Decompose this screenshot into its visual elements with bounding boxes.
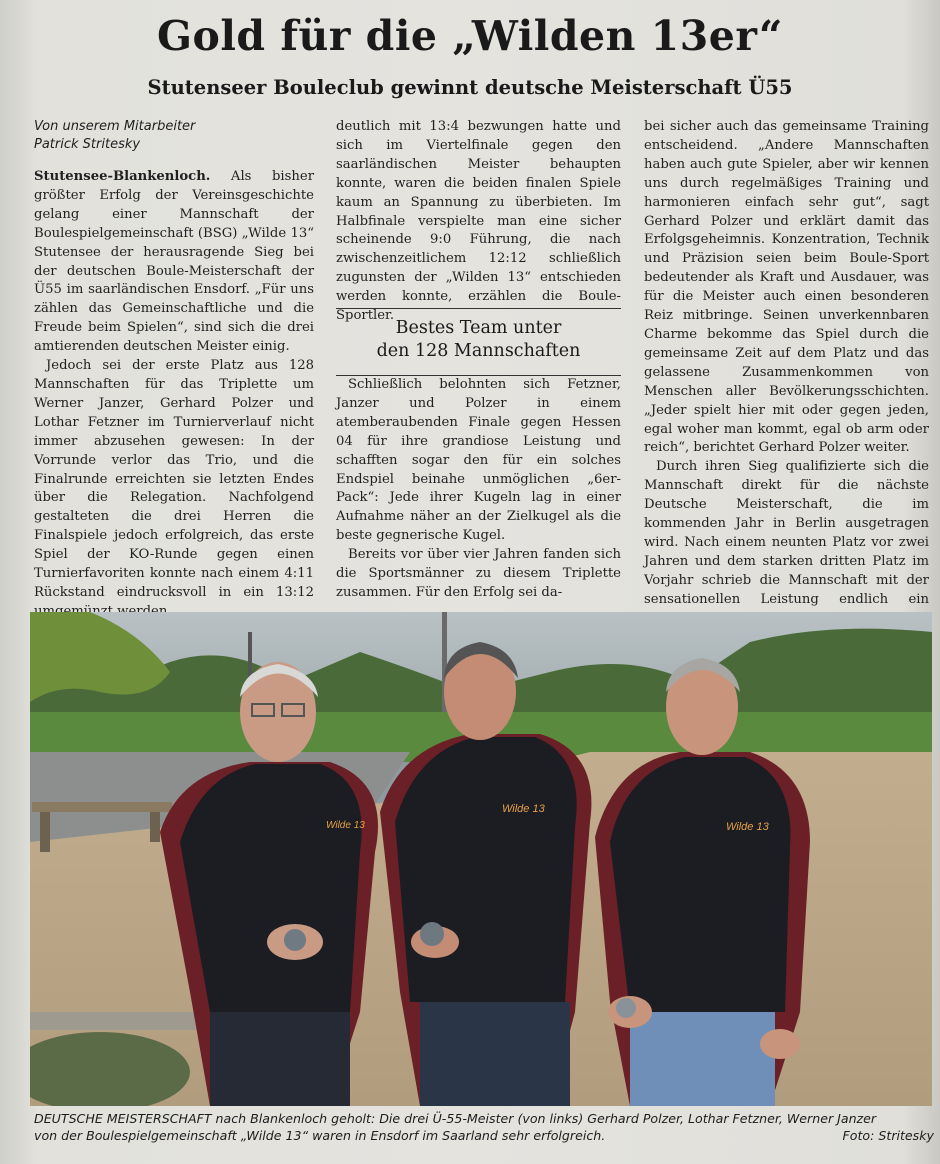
subheadline: Stutenseer Bouleclub gewinnt deutsche Meisterschaft Ü55 — [147, 76, 793, 99]
paragraph: bei sicher auch das gemeinsame Training entscheidend. „Andere Mannschaften haben auch gute Spieler, aber wir kennen uns durch regelmäßiges Training und harmonieren einfach sehr gut“, sagt Gerhard Polzer und erklärt damit das Erfolgsgeheimnis. Konzentration, Technik und Präzision seien beim Boule-Sport bedeutender als Kraft und Ausdauer, was für die Meister auch einen besonderen Reiz mitbringe. Seinen unverkennbaren Charme bekomme das Spiel durch die gemeinsame Zeit auf dem Platz und das gelassene Zusammenkommen von Menschen aller Bevölkerungsschichten. „Jeder spielt hier mit oder gegen jeden, egal woher man kommt, egal ob arm oder reich“, berichtet Gerhard Polzer weiter. — [644, 119, 929, 456]
paragraph: Jedoch sei der erste Platz aus 128 Mannschaften für das Triplette um Werner Janzer, Gerhard Polzer und Lothar Fetzner im Turnierverlauf nicht immer abzusehen gewesen: In der Vorrunde verlor das Trio, und die Finalrunde erreichten sie letzten Endes über die Relegation. Nachfolgend gestalteten die drei Herren die Finalspiele jedoch erfolgreich, das erste Spiel der KO-Runde gegen einen Turnierfavoriten konnte nach einem 4:11 Rückstand eindrucksvoll in ein 13:12 — [34, 358, 314, 600]
dateline: Stutensee-Blankenloch. — [34, 169, 211, 184]
photo-credit: Foto: Stritesky — [842, 1128, 934, 1143]
team-photo — [30, 612, 932, 1106]
vest-logo: Wilde 13 — [326, 820, 365, 831]
article-column-2-lower — [336, 376, 621, 603]
intertitle-line: den 128 Mannschaften — [376, 341, 581, 361]
byline — [34, 118, 314, 154]
paragraph — [34, 168, 314, 357]
bench-leg — [40, 812, 50, 852]
paragraph: Durch ihren Sieg qualifizierte sich die Mannschaft direkt für die nächste Deutsche Meisterschaft, die im kommenden Jahr in Berlin ausgetragen wird. Nach einem neunten Platz vor zwei Jahren und dem starken dritten Platz im Vorjahr schrieb die Mannschaft mit der sensationellen Leistung endlich ein — [644, 459, 929, 607]
article-column-1 — [34, 118, 314, 660]
caption-line: von der Boulespielgemeinschaft „Wilde 13“ waren in Ensdorf im Saarland sehr erfolgreich. — [34, 1128, 606, 1143]
headline: Gold für die „Wilden 13er“ — [156, 12, 784, 60]
article-column-2 — [336, 118, 621, 326]
team-photo-illustration — [30, 612, 932, 1106]
photo-caption — [34, 1110, 934, 1144]
paragraph: Schließlich belohnten sich Fetzner, Janzer und Polzer in einem atemberaubenden Finale gegen Hessen 04 für ihre grandiose Leistung und schafften sogar den für ein solches Endspiel beinahe unmöglichen „6er-Pack“: Jede ihrer Kugeln lag in einer Aufnahme näher an der Zielkugel als die beste gegnerische Kugel. — [336, 377, 621, 544]
byline-role: Von unserem Mitarbeiter — [34, 119, 196, 134]
intertitle — [336, 308, 621, 376]
caption-line-wrap — [34, 1127, 934, 1144]
paragraph-text: Als bisher größter Erfolg der Vereinsgeschichte gelang einer Mannschaft der Boulespielgemeinschaft (BSG) „Wilde 13“ Stutensee der herausragende Sieg bei der deutschen Boule-Meisterschaft der Ü55 im saarländischen Ensdorf. „Für uns zählen das Gemeinschaftliche und die Freude beim Spielen“, sind sich die drei amtierenden deutschen Meister einig. — [34, 169, 314, 355]
intertitle-line: Bestes Team unter — [395, 318, 562, 338]
vest-logo: Wilde 13 — [726, 821, 769, 833]
bench-leg — [150, 812, 160, 842]
byline-author: Patrick Stritesky — [34, 137, 141, 152]
caption-line: DEUTSCHE MEISTERSCHAFT nach Blankenloch geholt: Die drei Ü-55-Meister (von links) Gerhard Polzer, Lothar Fetzner, Werner Janzer — [34, 1111, 877, 1126]
paragraph: deutlich mit 13:4 bezwungen hatte und sich im Viertelfinale gegen den saarländischen Meister behaupten konnte, waren die beiden finalen Spiele kaum an Spannung zu überbieten. Im Halbfinale verspielte man eine sicher scheinende 9:0 Führung, die nach zwischenzeitlichem 12:12 schließlich zugunsten der „Wilden 13“ entschieden werden konnte, erzählen die Boule-Sportler. — [336, 119, 621, 324]
paragraph: Bereits vor über vier Jahren fanden sich die Sportsmänner zu diesem Triplette zusammen. Für den Erfolg sei da- — [336, 547, 621, 600]
article-column-3 — [644, 118, 929, 628]
vest-logo: Wilde 13 — [502, 803, 545, 815]
bench-seat — [32, 802, 172, 812]
